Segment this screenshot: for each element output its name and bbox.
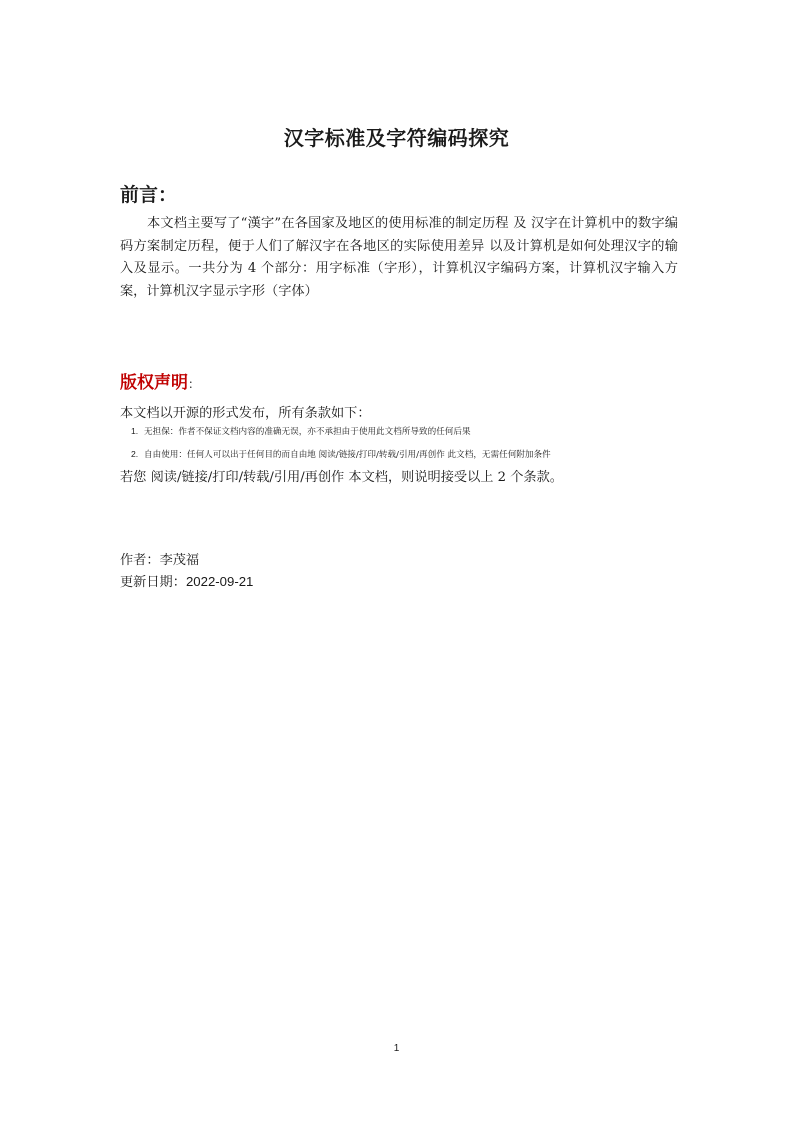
copyright-heading bbox=[120, 368, 200, 393]
preface-paragraph: 本文档主要写了“漢字”在各国家及地区的使用标准的制定历程 及 汉字在计算机中的数字编码方案制定历程，便于人们了解汉字在各地区的实际使用差异 以及计算机是如何处理汉字的输入及显示。一共分为 4 个部分：用字标准（字形），计算机汉字编码方案，计算机汉字输入方案，计算机汉字显示字形（字体） bbox=[120, 216, 678, 299]
copyright-heading-text: 版权声明 bbox=[120, 373, 188, 393]
document-title: 汉字标准及字符编码探究 bbox=[283, 126, 510, 150]
agreement-statement: 若您 阅读/链接/打印/转载/引用/再创作 本文档，则说明接受以上 2 个条款。 bbox=[120, 470, 563, 485]
copyright-intro: 本文档以开源的形式发布，所有条款如下： bbox=[120, 406, 371, 421]
author-label: 作者： bbox=[120, 553, 160, 568]
preface-heading: 前言： bbox=[120, 184, 178, 206]
term-text: 自由使用：任何人可以出于任何目的而自由地 阅读/链接/打印/转载/引用/再创作 此文档，无需任何附加条件 bbox=[144, 450, 551, 460]
term-text: 无担保：作者不保证文档内容的准确无误，亦不承担由于使用此文档所导致的任何后果 bbox=[144, 427, 471, 437]
page-number: 1 bbox=[393, 1043, 400, 1054]
copyright-heading-colon: ： bbox=[188, 377, 201, 391]
author-line bbox=[120, 549, 199, 568]
updated-date: 2022-09-21 bbox=[185, 574, 254, 589]
term-number: 1. bbox=[131, 426, 139, 436]
list-item bbox=[131, 426, 551, 438]
author-name: 李茂福 bbox=[159, 553, 200, 568]
updated-label: 更新日期： bbox=[120, 575, 186, 590]
list-item bbox=[131, 449, 551, 461]
term-number: 2. bbox=[131, 449, 139, 459]
updated-line bbox=[120, 571, 253, 590]
